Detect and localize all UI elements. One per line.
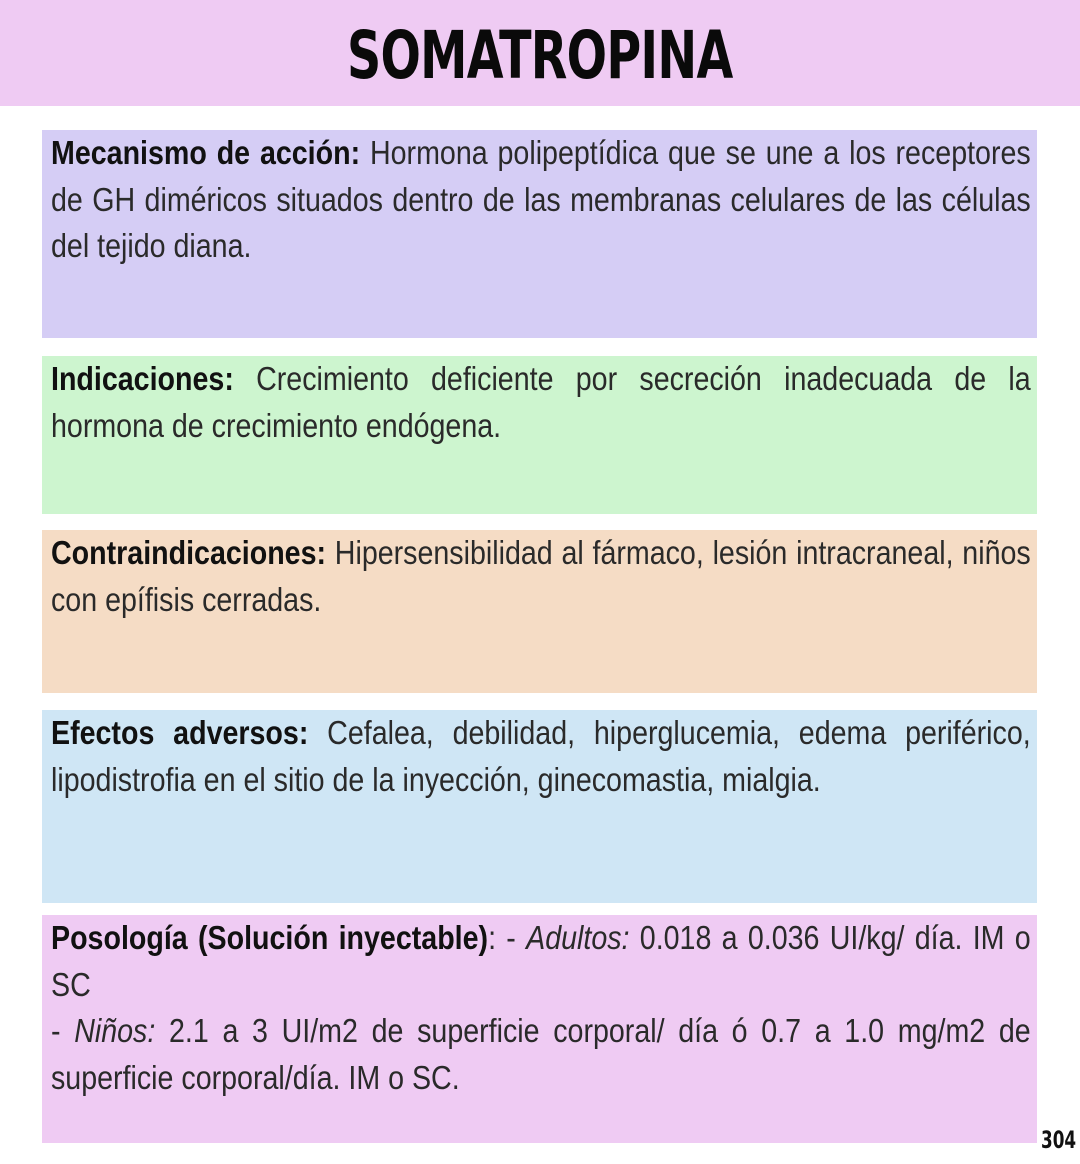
section-text: Hipersensibilidad al fármaco, lesión intracraneal, niños con epífisis cerradas. [51, 534, 1031, 618]
title-banner [0, 0, 1080, 106]
adult-dose: 0.018 a 0.036 UI/kg/ día. IM o SC [51, 919, 1031, 1003]
posologia-adult-line [51, 915, 1031, 1008]
section-label: Indicaciones: [51, 360, 234, 397]
section-text: Cefalea, debilidad, hiperglucemia, edema periférico, lipodistrofia en el sitio de la inyección, ginecomastia, mialgia. [51, 714, 1031, 798]
section-indicaciones [42, 356, 1037, 514]
section-efectos-adversos [42, 710, 1037, 903]
page-title: SOMATROPINA [347, 17, 733, 94]
section-label: Posología (Solución inyectable) [51, 919, 489, 956]
adult-label: Adultos: [526, 919, 630, 956]
child-prefix: - [51, 1012, 75, 1049]
separator: : - [488, 919, 527, 956]
section-label: Mecanismo de acción: [51, 134, 361, 171]
section-text: Hormona polipeptídica que se une a los receptores de GH diméricos situados dentro de las membranas celulares de las células del tejido diana. [51, 134, 1031, 264]
posologia-child-line [51, 1008, 1031, 1101]
section-label: Efectos adversos: [51, 714, 309, 751]
child-label: Niños: [74, 1012, 156, 1049]
page-number: 304 [1040, 1126, 1076, 1154]
section-label: Contraindicaciones: [51, 534, 327, 571]
child-dose: 2.1 a 3 UI/m2 de superficie corporal/ día ó 0.7 a 1.0 mg/m2 de superficie corporal/día. IM o SC. [51, 1012, 1031, 1096]
section-posologia [42, 915, 1037, 1143]
section-text: Crecimiento deficiente por secreción inadecuada de la hormona de crecimiento endógena. [51, 360, 1031, 444]
section-contraindicaciones [42, 530, 1037, 693]
section-mecanismo [42, 130, 1037, 338]
